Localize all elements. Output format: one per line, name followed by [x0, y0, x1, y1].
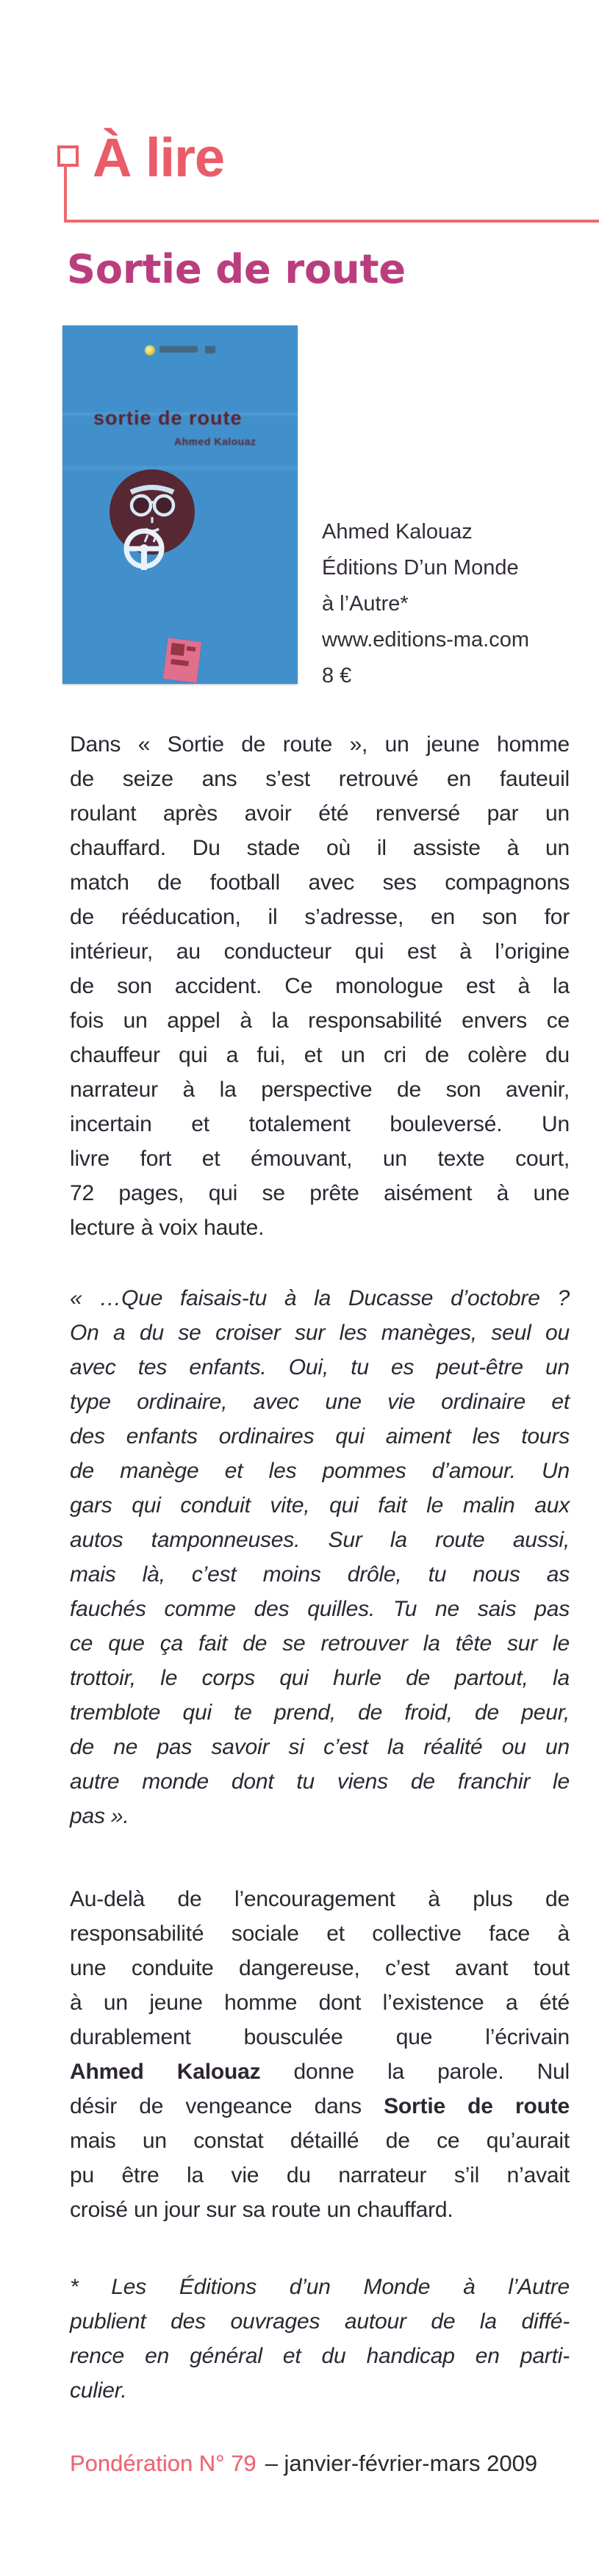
publisher-footnote: * Les Éditions d’un Monde à l’Autre publient des ouvrages autour de la diffé- rence en général et du handicap en parti- culier.	[70, 2275, 570, 2403]
driver-figure-illustration	[103, 461, 206, 582]
cover-author: Ahmed Kalouaz	[174, 436, 257, 447]
book-info: Ahmed Kalouaz Éditions D’un Monde à l’Autre* www.editions-ma.com 8 €	[322, 520, 530, 688]
price-sticker	[163, 638, 201, 682]
review-paragraph-1: Dans « Sortie de route », un jeune homme de seize ans s’est retrouvé en fauteuil roulant après avoir été renversé par un chauffard. Du stade où il assiste à un match de football avec ses compagnons de rééducation, il s’adresse, en son for intérieur, au conducteur qui est à l’origine de son accident. Ce monologue est à la fois un appel à la responsabilité envers ce chauffeur qui a fui, et un cri de colère du narrateur à la perspective de son avenir, incertain et totalement bouleversé. Un livre fort et émouvant, un texte court, 72 pages, qui se prête aisément à une lecture à voix haute.	[70, 732, 570, 1240]
cover-title: sortie de route	[93, 407, 243, 429]
section-heading: À lire	[93, 127, 225, 188]
journal-name: Pondération N° 79	[70, 2450, 257, 2476]
page-footer	[70, 2450, 537, 2477]
publisher-logo-icon	[142, 340, 223, 359]
article-title: Sortie de route	[67, 246, 406, 292]
book-excerpt-quote: « …Que faisais-tu à la Ducasse d’octobre ? On a du se croiser sur les manèges, seul ou avec tes enfants. Oui, tu es peut-être un type ordinaire, avec une vie ordinaire et des enfants ordinaires qui aiment les tours de manège et les pommes d’amour. Un gars qui conduit vite, qui fait le malin aux autos tamponneuses. Sur la route aussi, mais là, c’est moins drôle, tu nous as fauchés comme des quilles. Tu ne sais pas ce que ça fait de se retrouver la tête sur le trottoir, le corps qui hurle de partout, la tremblote qui te prend, de froid, de peur, de ne pas savoir si c’est la réalité ou un autre monde dont tu viens de franchir le pas ».	[70, 1286, 570, 1828]
header-rule-vertical	[64, 165, 67, 222]
book-cover	[62, 325, 298, 684]
issue-date: – janvier-février-mars 2009	[265, 2450, 538, 2476]
header-corner-box	[57, 145, 79, 167]
header-rule-horizontal	[64, 220, 599, 223]
review-paragraph-2: Au-delà de l’encouragement à plus de responsabilité sociale et collective face à une conduite dangereuse, c’est avant tout à un jeune homme dont l’existence a été durablement bousculée que l’écrivain Ahmed Kalouaz donne la parole. Nul désir de vengeance dans Sortie de route mais un constat détaillé de ce qu’aurait pu être la vie du narrateur s’il n’avait croisé un jour sur sa route un chauffard.	[70, 1887, 570, 2222]
